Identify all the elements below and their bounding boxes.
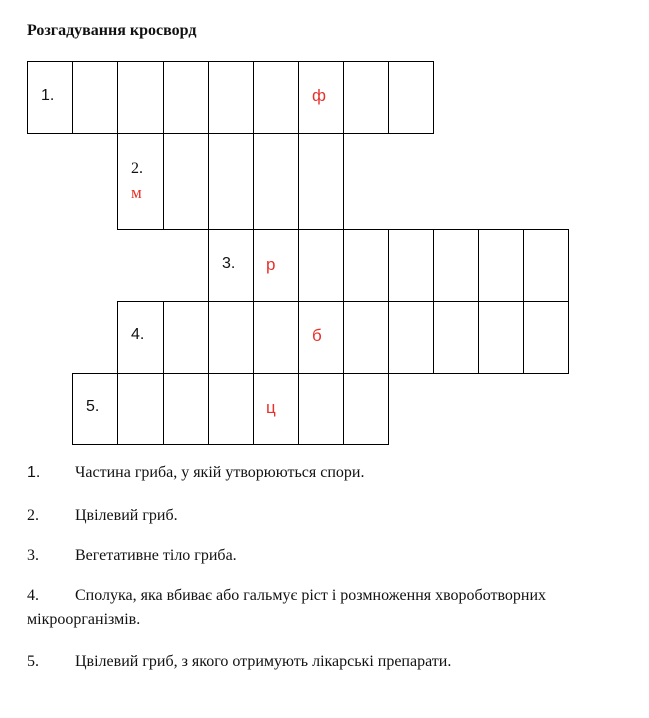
crossword-cell <box>343 373 389 445</box>
clue-2 <box>27 504 637 528</box>
clue-text: Частина гриба, у якій утворюються спори. <box>75 464 365 481</box>
crossword-cell <box>343 229 389 302</box>
clue-number-2: 2. <box>131 160 143 177</box>
clue-number: 3. <box>27 547 39 564</box>
crossword-cell <box>523 301 569 374</box>
crossword-cell <box>523 229 569 302</box>
crossword-cell <box>163 373 209 445</box>
crossword-cell <box>72 61 118 134</box>
crossword-cell <box>388 61 434 134</box>
clue-1 <box>27 461 637 485</box>
crossword-cell <box>208 61 254 134</box>
crossword-cell <box>117 133 164 230</box>
clue-3 <box>27 544 637 568</box>
clue-number-4: 4. <box>131 326 145 343</box>
clue-text: Цвілевий гриб, з якого отримують лікарські препарати. <box>75 653 452 670</box>
clue-number-1: 1. <box>41 87 55 104</box>
crossword-cell <box>343 61 389 134</box>
clue-number: 1. <box>27 464 41 481</box>
crossword-cell <box>388 301 434 374</box>
crossword-cell <box>117 61 164 134</box>
crossword-cell <box>253 133 299 230</box>
page-title: Розгадування кросворд <box>27 22 197 39</box>
crossword-cell <box>117 373 164 445</box>
crossword-cell <box>208 373 254 445</box>
clue-number: 5. <box>27 653 39 670</box>
crossword-cell <box>208 301 254 374</box>
hint-letter-2: м <box>131 183 142 202</box>
hint-letter-5: ц <box>266 398 276 417</box>
crossword-cell <box>478 301 524 374</box>
crossword-cell <box>478 229 524 302</box>
clue-text: Сполука, яка вбиває або гальмує ріст і розмноження хвороботворних мікроорганізмів. <box>27 587 547 628</box>
clue-number: 4. <box>27 587 39 604</box>
crossword-cell <box>388 229 434 302</box>
crossword-cell <box>163 133 209 230</box>
crossword-cell <box>253 373 299 445</box>
crossword-cell <box>208 133 254 230</box>
hint-letter-1: ф <box>312 86 326 105</box>
crossword-cell <box>253 61 299 134</box>
crossword-cell <box>163 61 209 134</box>
crossword-cell <box>433 301 479 374</box>
clue-text: Вегетативне тіло гриба. <box>75 547 237 564</box>
crossword-cell <box>253 229 299 302</box>
crossword-cell <box>253 301 299 374</box>
crossword-cell <box>343 301 389 374</box>
crossword-cell <box>298 133 344 230</box>
crossword-cell <box>163 301 209 374</box>
clue-5 <box>27 650 637 674</box>
clue-text: Цвілевий гриб. <box>75 507 178 524</box>
clue-number-5: 5. <box>86 398 100 415</box>
crossword-cell <box>298 229 344 302</box>
crossword-cell <box>298 373 344 445</box>
clue-number: 2. <box>27 507 39 524</box>
clue-4 <box>27 584 637 632</box>
hint-letter-3: р <box>266 255 276 274</box>
hint-letter-4: б <box>312 326 322 345</box>
clue-number-3: 3. <box>222 255 236 272</box>
crossword-cell <box>433 229 479 302</box>
